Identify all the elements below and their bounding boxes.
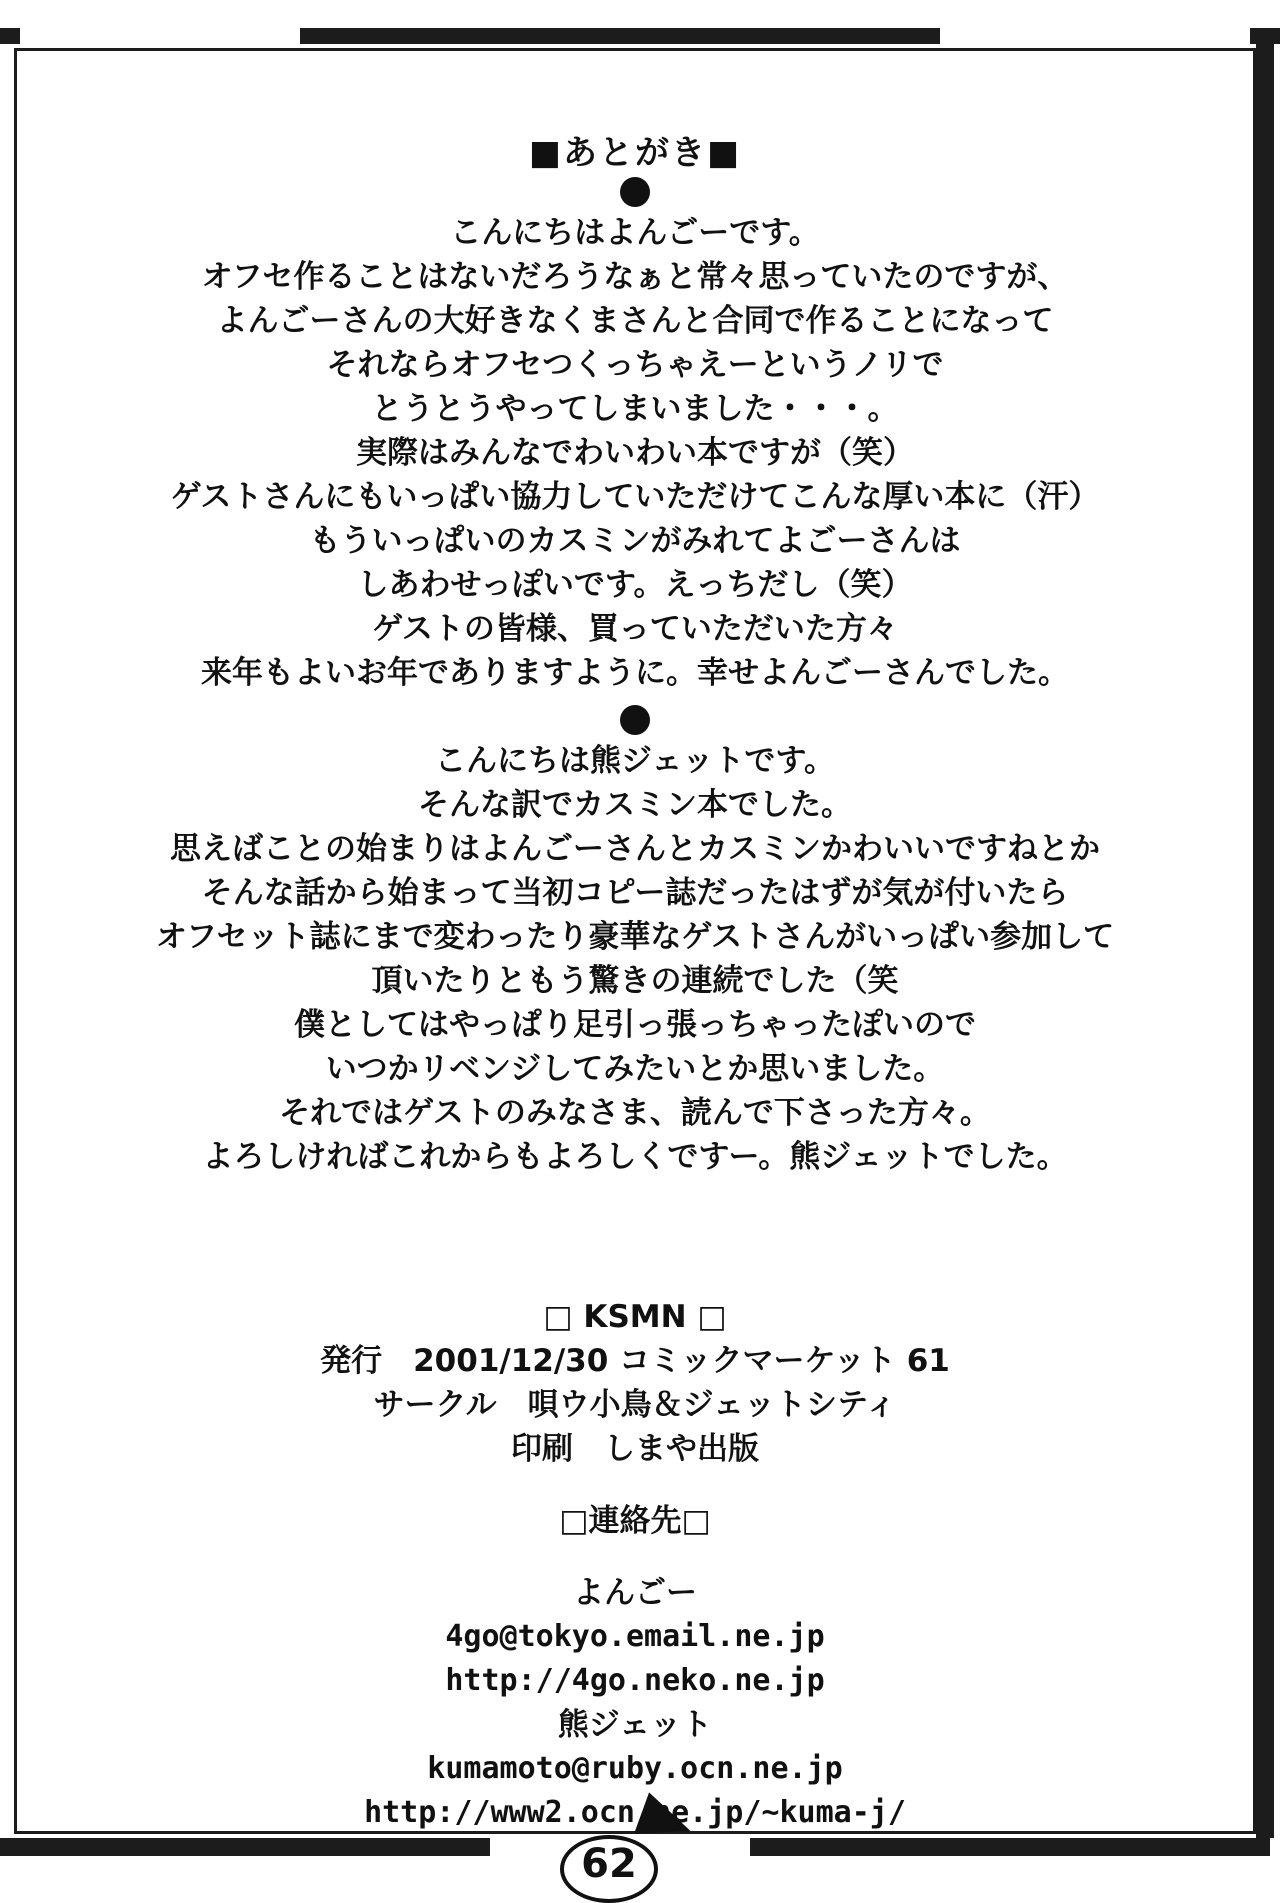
author1-name: よんごー: [573, 1575, 697, 1611]
afterword-page: [14, 48, 1256, 1834]
colophon-title: □ KSMN □: [543, 1299, 727, 1335]
afterword-heading: ■あとがき■: [528, 133, 742, 173]
text-line: ゲストさんにもいっぱい協力していただけてこんな厚い本に（汗）: [170, 479, 1100, 515]
author1-url: http://4go.neko.ne.jp: [445, 1663, 825, 1698]
frame-bottom-left-bar: [0, 1838, 490, 1856]
frame-bottom-right-bar: [750, 1838, 1270, 1856]
text-line: よんごーさんの大好きなくまさんと合同で作ることになって: [216, 303, 1054, 339]
text-line: そんな話から始まって当初コピー誌だったはずが気が付いたら: [201, 875, 1069, 911]
text-line: オフセット誌にまで変わったり豪華なゲストさんがいっぱい参加して: [155, 919, 1115, 955]
author2-contact: [17, 1747, 1253, 1835]
colophon: [17, 1295, 1253, 1835]
frame-right-bar: [1256, 28, 1274, 1838]
text-line: しあわせっぽいです。えっちだし（笑）: [357, 567, 913, 603]
page-number: 62: [581, 1841, 637, 1887]
bullet-dot-icon: [620, 177, 650, 207]
text-line: オフセ作ることはないだろうなぁと常々思っていたのですが、: [201, 259, 1069, 295]
bullet-dot-icon: [620, 705, 650, 735]
author2-email: kumamoto@ruby.ocn.ne.jp: [427, 1751, 843, 1786]
page-number-badge: [560, 1835, 658, 1903]
text-line: いつかリベンジしてみたいとか思いました。: [325, 1051, 945, 1087]
text-line: ゲストの皆様、買っていただいた方々: [372, 611, 898, 647]
text-line: 実際はみんなでわいわい本ですが（笑）: [356, 435, 914, 471]
text-line: こんにちは熊ジェットです。: [435, 743, 835, 779]
author1-email: 4go@tokyo.email.ne.jp: [445, 1619, 825, 1654]
afterword-text: [17, 131, 1253, 1835]
colophon-published: 発行 2001/12/30 コミックマーケット 61: [320, 1343, 950, 1379]
text-line: それではゲストのみなさま、読んで下さった方々。: [279, 1095, 991, 1131]
frame-top-left-stub: [0, 28, 20, 44]
text-line: 来年もよいお年でありますように。幸せよんごーさんでした。: [201, 655, 1069, 691]
text-line: 思えばことの始まりはよんごーさんとカスミンかわいいですねとか: [170, 831, 1100, 867]
text-line: もういっぱいのカスミンがみれてよごーさんは: [309, 523, 961, 559]
frame-top-bar: [300, 28, 940, 44]
colophon-circle: サークル 唄ウ小鳥＆ジェットシティ: [373, 1387, 897, 1423]
contact-heading: □連絡先□: [559, 1503, 711, 1539]
text-line: 僕としてはやっぱり足引っ張っちゃったぽいので: [294, 1007, 976, 1043]
author1-contact: [17, 1615, 1253, 1703]
colophon-printing: 印刷 しまや出版: [511, 1431, 759, 1467]
text-line: とうとうやってしまいました・・・。: [371, 391, 899, 427]
text-line: そんな訳でカスミン本でした。: [418, 787, 852, 823]
author2-url: http://www2.ocn.ne.jp/~kuma-j/: [364, 1795, 906, 1830]
text-line: こんにちはよんごーです。: [450, 215, 820, 251]
afterword-section-kumajet: [17, 739, 1253, 1179]
text-line: よろしければこれからもよろしくですー。熊ジェットでした。: [202, 1139, 1068, 1175]
afterword-section-yongo: [17, 211, 1253, 695]
text-line: それならオフセつくっちゃえーというノリで: [326, 347, 944, 383]
author2-name: 熊ジェット: [557, 1707, 713, 1743]
text-line: 頂いたりともう驚きの連続でした（笑: [371, 963, 899, 999]
